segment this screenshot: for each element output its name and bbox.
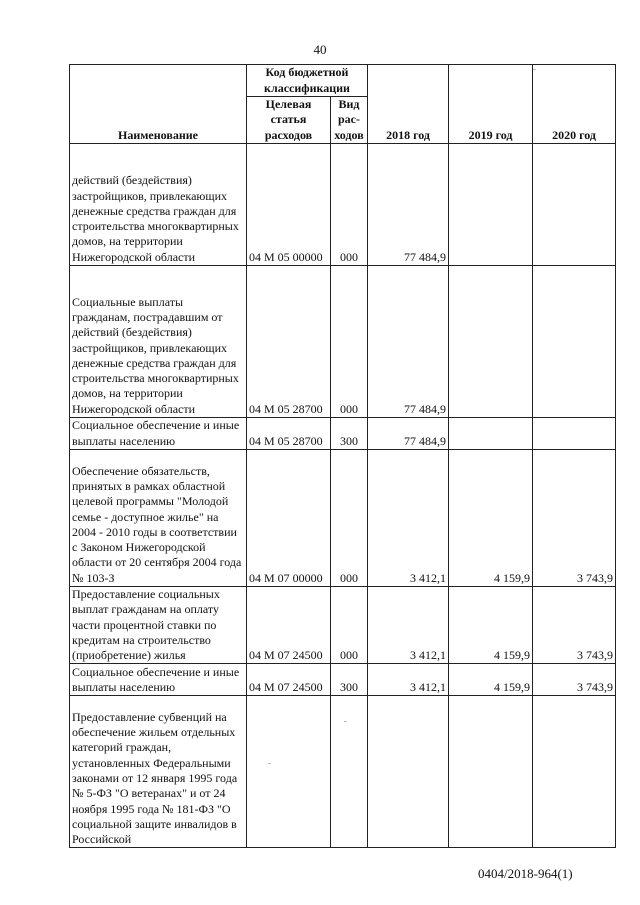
row-name: Предоставление субвенций на обеспечение жильем отдельных категорий граждан, установленных Федеральными законами от 12 января 1995 года № 5-ФЗ "О ветеранах" и от 24 ноября 1995 года № 181-ФЗ "О социальной защите инвалидов в Российской bbox=[70, 696, 247, 848]
page-number: 40 bbox=[313, 42, 327, 57]
row-2018: 3 412,1 bbox=[368, 450, 449, 587]
table-row bbox=[70, 696, 616, 848]
header-year-2019: 2019 год bbox=[449, 65, 533, 144]
row-kind: 000 bbox=[331, 450, 368, 587]
row-kind: 000 bbox=[331, 144, 368, 266]
row-kind: 000 bbox=[331, 587, 368, 664]
document-code: 0404/2018-964(1) bbox=[478, 866, 573, 881]
table-row bbox=[70, 664, 616, 696]
header-target-article: Целевая статья расходов bbox=[247, 97, 331, 144]
row-2019: 4 159,9 bbox=[449, 450, 533, 587]
scan-dot bbox=[344, 721, 347, 722]
row-2018: 77 484,9 bbox=[368, 418, 449, 450]
header-year-2020: 2020 год bbox=[533, 65, 616, 144]
row-2019 bbox=[449, 266, 533, 418]
row-2020 bbox=[533, 144, 616, 266]
row-2020 bbox=[533, 696, 616, 848]
row-2018: 77 484,9 bbox=[368, 144, 449, 266]
row-kind: 000 bbox=[331, 266, 368, 418]
row-kind: 300 bbox=[331, 664, 368, 696]
row-code bbox=[247, 696, 331, 848]
row-code: 04 М 07 00000 bbox=[247, 450, 331, 587]
row-name: Социальное обеспечение и иные выплаты населению bbox=[70, 664, 247, 696]
row-kind bbox=[331, 696, 368, 848]
row-2019: 4 159,9 bbox=[449, 587, 533, 664]
row-2019: 4 159,9 bbox=[449, 664, 533, 696]
row-name: Социальное обеспечение и иные выплаты населению bbox=[70, 418, 247, 450]
row-code: 04 М 07 24500 bbox=[247, 664, 331, 696]
header-name: Наименование bbox=[70, 65, 247, 144]
row-2020 bbox=[533, 418, 616, 450]
table-row bbox=[70, 450, 616, 587]
header-code-group: Код бюджетной классификации bbox=[247, 65, 368, 97]
row-code: 04 М 05 00000 bbox=[247, 144, 331, 266]
table-row bbox=[70, 418, 616, 450]
row-2018: 77 484,9 bbox=[368, 266, 449, 418]
budget-table bbox=[69, 64, 616, 848]
row-name: Обеспечение обязательств, принятых в рамках областной целевой программы "Молодой семье - доступное жилье" на 2004 - 2010 годы в соответствии с Законом Нижегородской области от 20 сентября 2004 года № 103-З bbox=[70, 450, 247, 587]
row-2020: 3 743,9 bbox=[533, 664, 616, 696]
row-2020: 3 743,9 bbox=[533, 450, 616, 587]
row-2019 bbox=[449, 696, 533, 848]
row-name: Социальные выплаты гражданам, пострадавшим от действий (бездействия) застройщиков, привлекающих денежные средства граждан для строительства многоквартирных домов, на территории Нижегородской области bbox=[70, 266, 247, 418]
row-code: 04 М 05 28700 bbox=[247, 266, 331, 418]
row-2020: 3 743,9 bbox=[533, 587, 616, 664]
row-name: действий (бездействия) застройщиков, привлекающих денежные средства граждан для строительства многоквартирных домов, на территории Нижегородской области bbox=[70, 144, 247, 266]
table-row bbox=[70, 587, 616, 664]
row-code: 04 М 05 28700 bbox=[247, 418, 331, 450]
row-2018 bbox=[368, 696, 449, 848]
table-row bbox=[70, 144, 616, 266]
row-2020 bbox=[533, 266, 616, 418]
row-name: Предоставление социальных выплат гражданам на оплату части процентной ставки по кредитам на строительство (приобретение) жилья bbox=[70, 587, 247, 664]
scan-dot bbox=[268, 763, 271, 764]
row-2018: 3 412,1 bbox=[368, 664, 449, 696]
header-expense-type: Вид рас-ходов bbox=[331, 97, 368, 144]
row-code: 04 М 07 24500 bbox=[247, 587, 331, 664]
row-2018: 3 412,1 bbox=[368, 587, 449, 664]
scan-dot bbox=[533, 69, 536, 70]
row-2019 bbox=[449, 144, 533, 266]
table-row bbox=[70, 266, 616, 418]
row-2019 bbox=[449, 418, 533, 450]
header-year-2018: 2018 год bbox=[368, 65, 449, 144]
row-kind: 300 bbox=[331, 418, 368, 450]
